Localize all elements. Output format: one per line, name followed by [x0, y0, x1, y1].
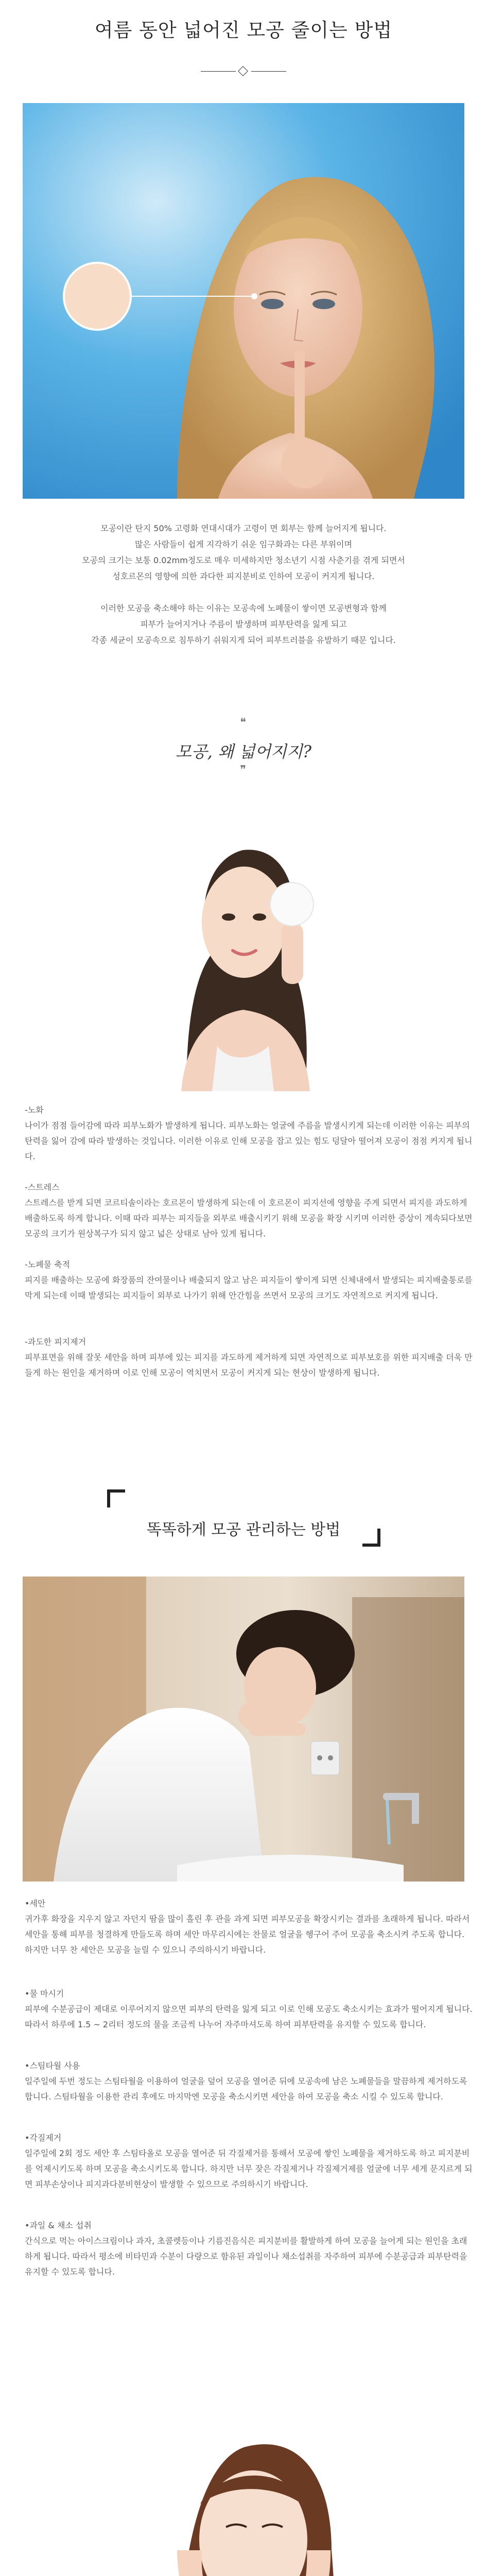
cause-text: 스트레스를 받게 되면 코르티솔이라는 호르몬이 발생하게 되는데 이 호르몬이 피지선에 영향을 주게 되면서 피지를 과도하게 배출하도록 하게 합니다. 이때 따라 피부는 피지들을 외부로 배출시키기 위해 모공을 확장 시키며 이러한 증상이 계속되다보면 모공의 크기가 원상복구가 되지 않고 넓은 상태로 남아 있게 됩니다.	[25, 1198, 473, 1239]
image-woman-touching-cheeks	[23, 2396, 464, 2576]
tip-exfoliation	[25, 2130, 473, 2192]
image-woman-with-cotton-pad	[150, 819, 337, 1091]
cause-heading: -노폐물 축적	[25, 1260, 71, 1269]
cause-text: 피부표면을 위해 잘못 세안을 하며 피부에 있는 피지를 과도하게 제거하게 되면 자연적으로 피부보호를 위한 피지배출 더욱 만들게 하는 원인을 제거하며 이로 인해 모공이 역치면서 모공이 커지게 되는 현상이 발생하게 됩니다.	[25, 1352, 473, 1378]
tip-heading: •스팀타월 사용	[25, 2061, 80, 2071]
bracket-close-icon	[361, 1528, 382, 1548]
cause-heading: -노화	[25, 1105, 44, 1115]
page-title: 여름 동안 넓어진 모공 줄이는 방법	[94, 19, 393, 41]
image-woman-washing-face	[23, 1577, 464, 1882]
tip-text: 피부에 수분공급이 제대로 이루어지지 않으면 피부의 탄력을 잃게 되고 이로 인해 모공도 축소시키는 효과가 떨어지게 됩니다. 따라서 하루에 1.5 ~ 2리터 정도의 물을 조금씩 나누어 자주마셔도록 하여 피부탄력을 유지할 수 있도록 합니다.	[25, 2004, 473, 2029]
section-title-why: 모공, 왜 넓어지지?	[175, 742, 312, 761]
cause-text: 피지를 배출하는 모공에 화장품의 잔여물이나 배출되지 않고 남은 피지들이 쌓이게 되면 신체내에서 발생되는 피지배출통로를 막게 되는데 이때 발생되는 피지들이 외부로 나가기 위해 안간힘을 쓰면서 모공의 크기도 자연적으로 커지게 됩니다.	[25, 1275, 473, 1300]
intro-line	[46, 584, 441, 600]
intro-line: 이러한 모공을 축소해야 하는 이유는 모공속에 노폐물이 쌓이면 모공변형과 함께	[100, 603, 387, 613]
section-title-care: 똑똑하게 모공 관리하는 방법	[146, 1521, 341, 1539]
tip-text: 일주일에 두번 정도는 스팀타월을 이용하여 얼굴을 덮어 모공을 열어준 뒤에 모공속에 남은 노폐물들을 말끔하게 제거하도록 합니다. 스팀타월을 이용한 관리 후에도 마지막엔 모공을 축소시키면 세안을 하여 모공을 축소 시킬 수 있도록 합니다.	[25, 2076, 467, 2102]
tip-heading: •물 마시기	[25, 1989, 64, 1998]
tip-text: 일주일에 2회 정도 세안 후 스팀타올로 모공을 열어준 뒤 각질제거를 통해서 모공에 쌓인 노폐물을 제거하도록 하고 피지분비를 억제시키도록 하며 모공을 축소시키도록 합니다. 하지만 너무 잦은 각질제거나 각질제거제를 얼굴에 너무 세게 문지르게 되면 피부손상이나 피지과다분비현상이 발생할 수 있으므로 주의하시기 바랍니다.	[25, 2148, 473, 2189]
cause-text: 나이가 점점 들어감에 따라 피부노화가 발생하게 됩니다. 피부노화는 얼굴에 주름을 발생시키게 되는데 이러한 이유는 피부의 탄력을 잃어 감에 따라 발생하는 것입니다. 이러한 이유로 인해 모공을 잡고 있는 힘도 덩달아 떨어져 모공이 점점 커지게 됩니다.	[25, 1121, 473, 1161]
cause-excess-sebum-removal	[25, 1334, 473, 1381]
cause-heading: -과도한 피지제거	[25, 1337, 86, 1347]
cause-aging	[25, 1103, 473, 1164]
intro-line: 피부가 늘어지거나 주름이 발생하며 피부탄력을 잃게 되고	[140, 619, 347, 629]
tip-heading: •세안	[25, 1899, 46, 1908]
intro-line: 모공의 크기는 보통 0.02mm정도로 매우 미세하지만 청소년기 시점 사춘기를 겪게 되면서	[82, 555, 405, 565]
tip-steam-towel	[25, 2058, 473, 2105]
tip-heading: •각질제거	[25, 2133, 62, 2143]
cause-waste-buildup	[25, 1257, 473, 1303]
tip-heading: •과일 & 채소 섭취	[25, 2221, 92, 2230]
cause-heading: -스트레스	[25, 1182, 60, 1192]
diamond-divider-icon	[201, 66, 286, 77]
intro-line: 많은 사람들이 쉽게 지각하기 쉬운 임구화과는 다른 부위이며	[134, 539, 352, 549]
intro-line: 성호르몬의 영향에 의한 과다한 피지분비로 인하여 모공이 커지게 됩니다.	[112, 571, 375, 581]
bracket-open-icon	[106, 1488, 126, 1509]
cause-stress	[25, 1180, 473, 1242]
intro-paragraph	[46, 520, 441, 648]
tip-fruit-vegetables	[25, 2218, 473, 2280]
tip-drink-water	[25, 1986, 473, 2032]
intro-line: 각종 세균이 모공속으로 침투하기 쉬워지게 되어 피부트러블을 유발하기 때문 입니다.	[91, 635, 396, 645]
tip-text: 간식으로 먹는 아이스크림이나 과자, 초콜렛등이나 기름진음식은 피지분비를 활발하게 하여 모공을 늘어게 되는 원인을 초래하게 됩니다. 따라서 평소에 비타민과 수분이 다량으로 함유된 과일이나 채소섭취를 자주하여 피부에 수분공급과 피부탄력을 유지할 수 있도록 합니다.	[25, 2236, 467, 2277]
hero-image-woman-finger-on-lips	[23, 103, 464, 499]
intro-line: 모공이란 탄지 50% 고령화 연대시대가 고령이 면 회부는 함께 늘어지게 됩니다.	[100, 523, 387, 533]
quote-icon: ❞	[240, 764, 247, 776]
quote-icon: ❝	[240, 716, 247, 729]
tip-face-wash	[25, 1896, 473, 1958]
tip-text: 귀가후 화장을 지우지 않고 자던지 땀을 많이 흘린 후 관을 과게 되면 피부모공을 확장시키는 결과를 초래하게 됩니다. 따라서 세안을 통해 피부를 청결하게 만들도록 하며 세안 마무리시에는 찬물로 얼굴을 헹구어 주어 모공을 축소시켜 주도록 합니다. 하지만 너무 찬 세안은 모공을 늘릴 수 있으니 주의하시기 바랍니다.	[25, 1914, 470, 1955]
